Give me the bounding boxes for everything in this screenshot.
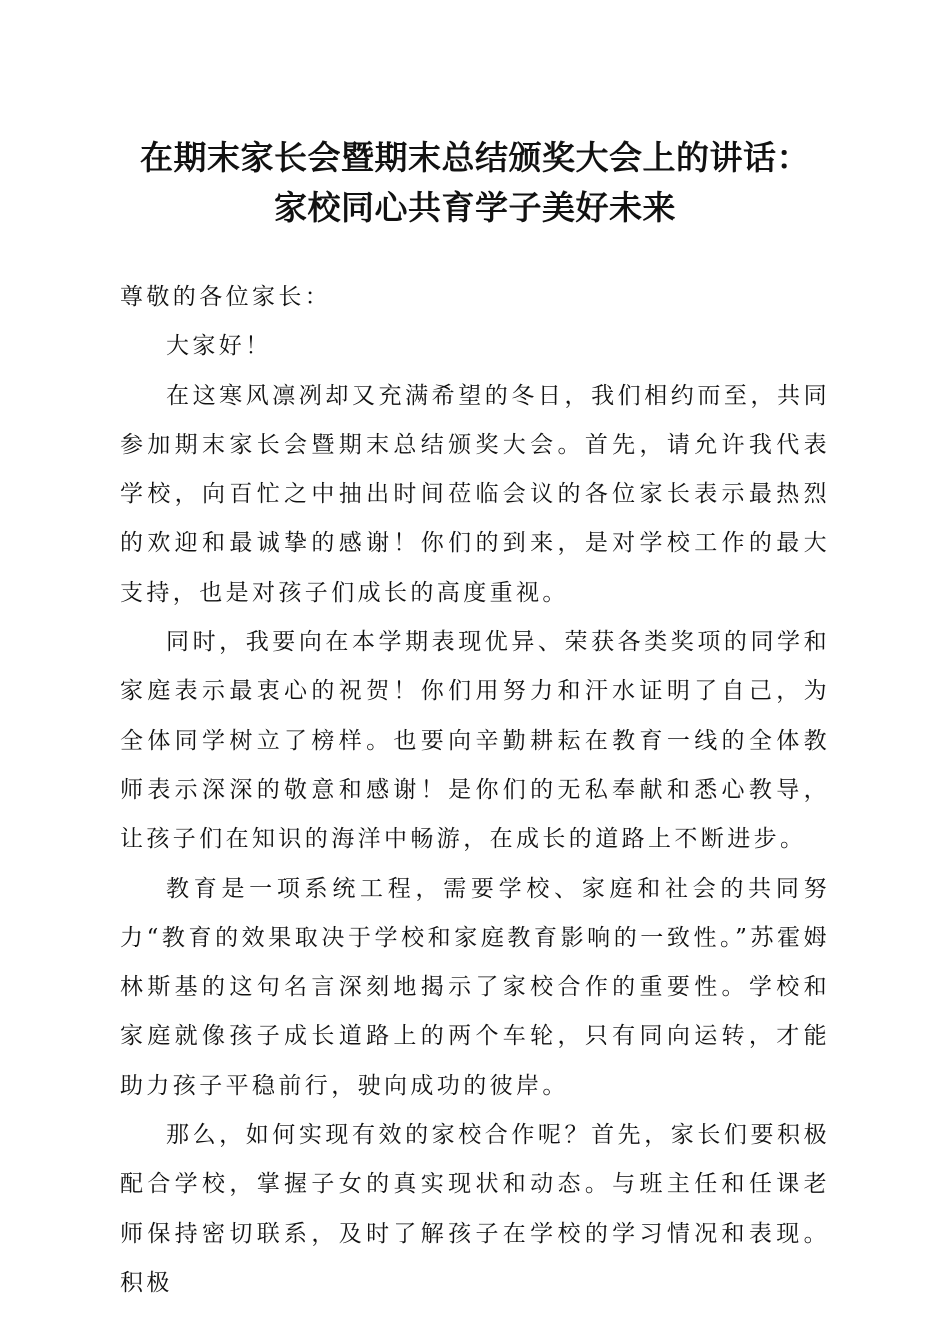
document-body (120, 273, 830, 1308)
document-title (100, 133, 850, 233)
title-line-2: 家校同心共育学子美好未来 (274, 188, 676, 227)
paragraph-greeting: 大家好！ (166, 333, 272, 360)
paragraph-home-school-cooperation: 教育是一项系统工程，需要学校、家庭和社会的共同努力“教育的效果取决于学校和家庭教育影响的一致性。”苏霍姆林斯基的这句名言深刻地揭示了家校合作的重要性。学校和家庭就像孩子成长道路上的两个车轮，只有同向运转，才能助力孩子平稳前行，驶向成功的彼岸。 (120, 875, 830, 1099)
paragraph-congratulations: 同时，我要向在本学期表现优异、荣获各类奖项的同学和家庭表示最衷心的祝贺！你们用努力和汗水证明了自己，为全体同学树立了榜样。也要向辛勤耕耘在教育一线的全体教师表示深深的敬意和感谢！是你们的无私奉献和悉心教导，让孩子们在知识的海洋中畅游，在成长的道路上不断进步。 (120, 629, 830, 853)
salutation: 尊敬的各位家长： (120, 284, 332, 310)
paragraph-welcome: 在这寒风凛冽却又充满希望的冬日，我们相约而至，共同参加期末家长会暨期末总结颁奖大会。首先，请允许我代表学校，向百忙之中抽出时间莅临会议的各位家长表示最热烈的欢迎和最诚挚的感谢！你们的到来，是对学校工作的最大支持，也是对孩子们成长的高度重视。 (120, 382, 830, 606)
paragraph-how-to-cooperate: 那么，如何实现有效的家校合作呢？首先，家长们要积极配合学校，掌握子女的真实现状和动态。与班主任和任课老师保持密切联系，及时了解孩子在学校的学习情况和表现。积极 (120, 1122, 830, 1296)
title-line-1: 在期末家长会暨期末总结颁奖大会上的讲话： (140, 138, 810, 177)
